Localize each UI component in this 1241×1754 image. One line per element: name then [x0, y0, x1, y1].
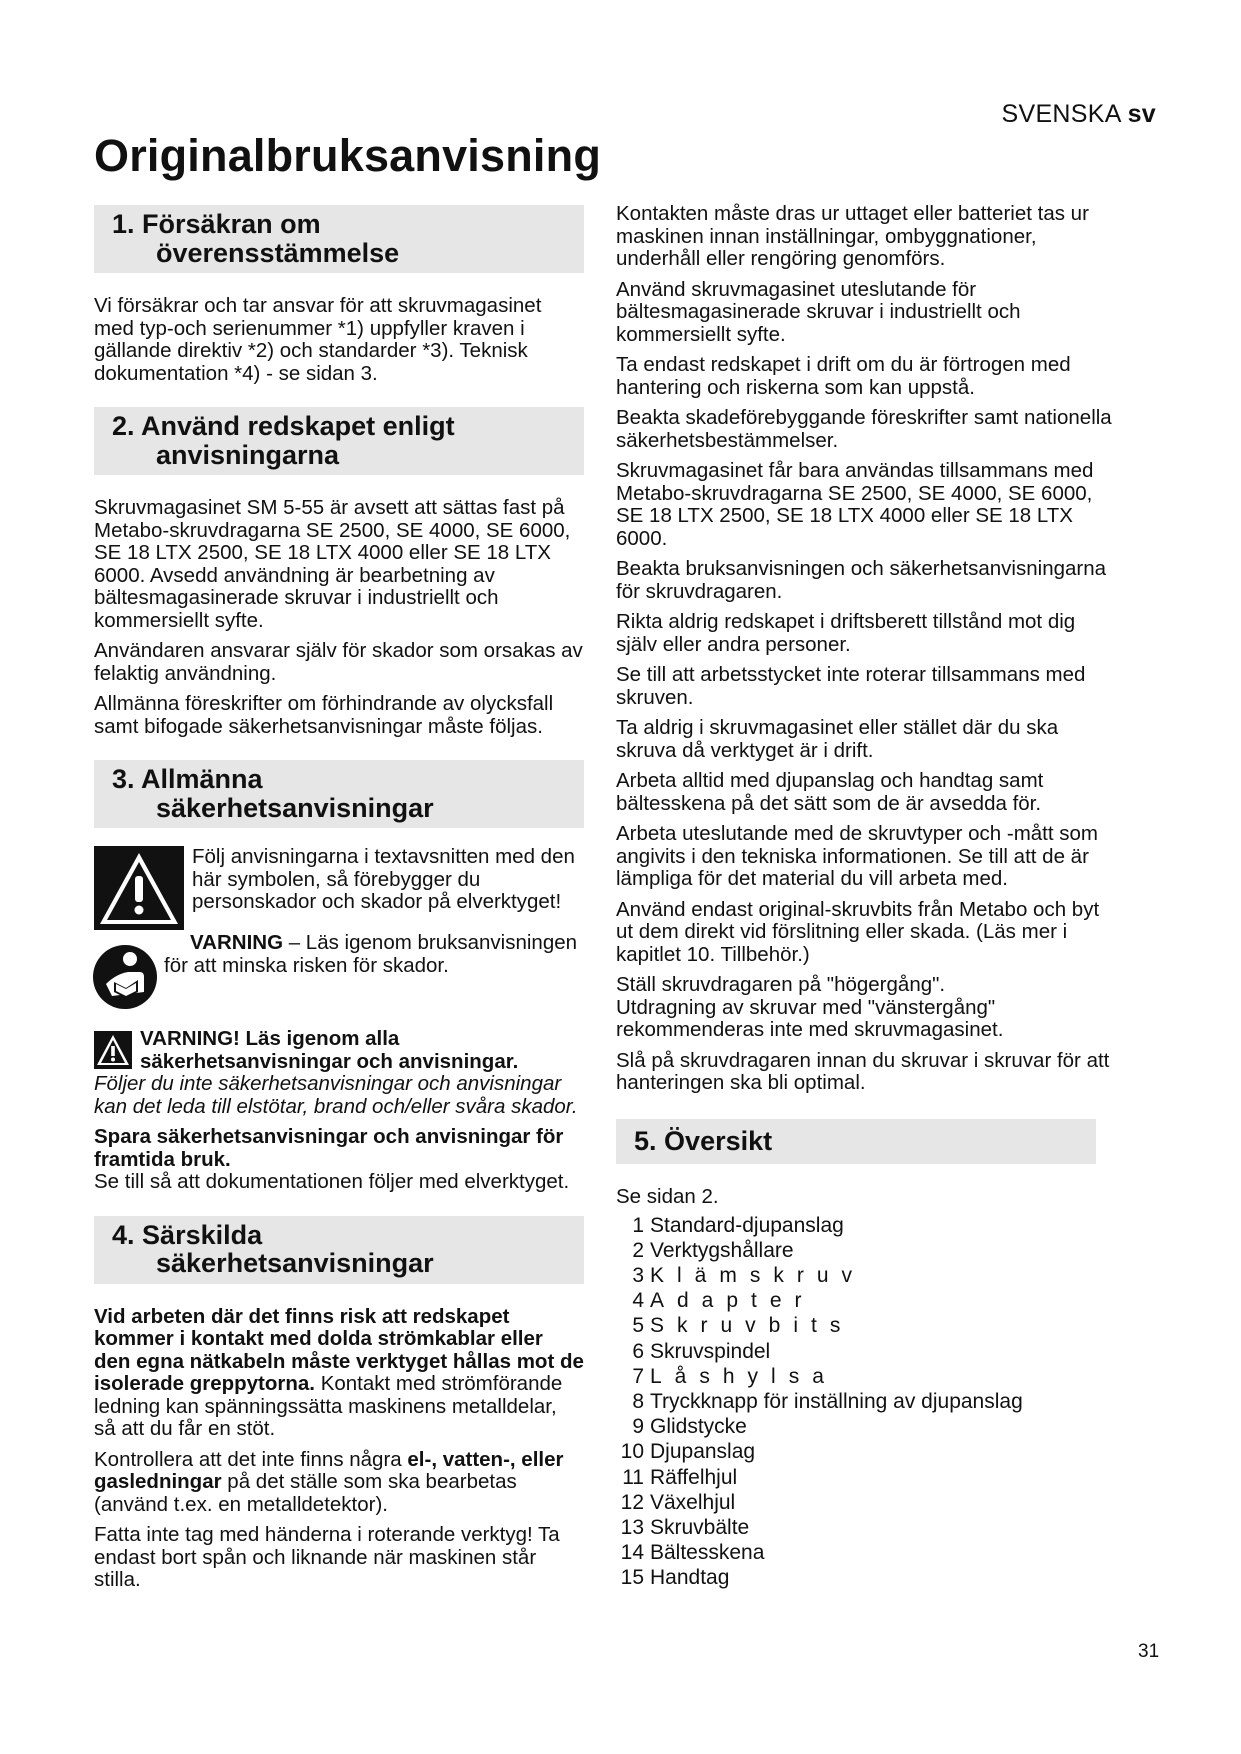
general-warning-block: VARNING! Läs igenom alla säkerhetsanvisningar och anvisningar. Följer du inte säkerhetsanvisningar och anvisningar kan det leda till elstötar, brand och/eller svåra skador. Spara säkerhetsanvisningar och anvisningar för framtida bruk. Se till så att dokumentationen följer med elverktyget.: [94, 1028, 584, 1194]
s2-paragraph-2: Användaren ansvarar själv för skador som orsakas av felaktig användning.: [94, 639, 583, 685]
save-instructions-bold: Spara säkerhetsanvisningar och anvisningar för framtida bruk.: [94, 1125, 564, 1171]
right-paragraph: Beakta skadeförebyggande föreskrifter samt nationella säkerhetsbestämmelser.: [616, 406, 1112, 452]
right-paragraph: Kontakten måste dras ur uttaget eller batteriet tas ur maskinen innan inställningar, ombyggnationer, underhåll eller rengöring genomförs.: [616, 202, 1089, 270]
page-number: 31: [1138, 1641, 1160, 1662]
list-item: 12 Växelhjul: [620, 1490, 736, 1514]
right-paragraph: Skruvmagasinet får bara användas tillsammans med Metabo-skruvdragarna SE 2500, SE 4000, SE 6000, SE 18 LTX 2500, SE 18 LTX 4000 eller SE 18 LTX 6000.: [616, 459, 1094, 550]
list-item: 9 Glidstycke: [632, 1415, 747, 1439]
warning-small-icon: [94, 1031, 132, 1069]
list-item: 6 Skruvspindel: [632, 1339, 771, 1363]
list-item: 5 Skruvbits: [632, 1314, 854, 1338]
list-item: 7 Låshylsa: [632, 1364, 837, 1388]
right-paragraph: Beakta bruksanvisningen och säkerhetsanvisningarna för skruvdragaren.: [616, 557, 1107, 603]
overview-intro: Se sidan 2.: [616, 1185, 719, 1208]
list-item: 1 Standard-djupanslag: [632, 1213, 844, 1237]
list-item: 14 Bältesskena: [620, 1541, 765, 1565]
right-paragraph: Utdragning av skruvar med "vänstergång" rekommenderas inte med skruvmagasinet.: [616, 995, 1004, 1041]
right-paragraph: Se till att arbetsstycket inte roterar tillsammans med skruven.: [616, 663, 1086, 709]
page-title: Originalbruksanvisning: [94, 130, 602, 181]
list-item: 15 Handtag: [620, 1566, 730, 1590]
section-5-heading: 5. Översikt: [616, 1119, 1096, 1165]
save-instructions-text: Se till så att dokumentationen följer med elverktyget.: [94, 1170, 570, 1193]
right-paragraph: Ta aldrig i skruvmagasinet eller stället där du ska skruva då verktyget är i drift.: [616, 716, 1059, 762]
section-1-heading: 1. Försäkran om överensstämmelse: [94, 205, 584, 273]
s1-paragraph: Vi försäkrar och tar ansvar för att skruvmagasinet med typ-och serienummer *1) uppfyller kraven i gällande direktiv *2) och standarder *3). Teknisk dokumentation *4) - se sidan 3.: [94, 294, 542, 385]
language-label: SVENSKA sv: [1001, 100, 1156, 128]
s4-paragraph-1: Vid arbeten där det finns risk att redskapet kommer i kontakt med dolda strömkablar eller den egna nätkabeln måste verktyget hållas mot de isolerade greppytorna. Kontakt med strömförande ledning kan spänningssätta maskinens metalldelar, så att du får en stöt.: [94, 1304, 584, 1440]
read-manual-text: VARNING – Läs igenom bruksanvisningen för att minska risken för skador.: [164, 931, 578, 977]
right-paragraph: Ta endast redskapet i drift om du är förtrogen med hantering och riskerna som kan uppstå.: [616, 353, 1071, 399]
right-paragraph: Slå på skruvdragaren innan du skruvar i skruvar för att hanteringen ska bli optimal.: [616, 1048, 1110, 1094]
right-paragraph: Ställ skruvdragaren på "högergång".: [616, 973, 946, 996]
left-column: [94, 205, 584, 1600]
right-paragraph: Arbeta alltid med djupanslag och handtag samt bältesskena på det sätt som de är avsedda för.: [616, 769, 1044, 815]
warning-symbol-note: [94, 846, 584, 930]
list-item: 3 Klämskruv: [632, 1263, 866, 1287]
read-manual-icon: [92, 944, 158, 1010]
list-item: 2 Verktygshållare: [632, 1238, 794, 1262]
list-item: 10 Djupanslag: [620, 1440, 756, 1464]
s2-paragraph-3: Allmänna föreskrifter om förhindrande av olycksfall samt bifogade säkerhetsanvisningar måste följas.: [94, 692, 554, 738]
list-item: 13 Skruvbälte: [620, 1515, 750, 1539]
right-paragraph: Rikta aldrig redskapet i driftsberett tillstånd mot dig själv eller andra personer.: [616, 610, 1076, 656]
section-4-heading: 4. Särskilda säkerhetsanvisningar: [94, 1216, 584, 1284]
right-paragraph: Arbeta uteslutande med de skruvtyper och -mått som angivits i den tekniska informationen. Se till att de är lämpliga för det material du vill arbeta med.: [616, 822, 1098, 890]
list-item: 4 Adapter: [632, 1289, 815, 1313]
section-2-heading: 2. Använd redskapet enligt anvisningarna: [94, 407, 584, 475]
right-column: [616, 203, 1116, 1591]
section-3-heading: 3. Allmänna säkerhetsanvisningar: [94, 760, 584, 828]
list-item: 8 Tryckknapp för inställning av djupanslag: [632, 1389, 1023, 1413]
s2-paragraph-1: Skruvmagasinet SM 5-55 är avsett att sättas fast på Metabo-skruvdragarna SE 2500, SE 4000, SE 6000, SE 18 LTX 2500, SE 18 LTX 4000 eller SE 18 LTX 6000. Avsedd användning är bearbetning av bältesmagasinerade skruvar i industriellt och kommersiellt syfte.: [94, 496, 571, 632]
warning-symbol-text: Följ anvisningarna i textavsnitten med den här symbolen, så förebygger du personskador och skador på elverktyget!: [192, 845, 575, 913]
s4-paragraph-2: Kontrollera att det inte finns några el-, vatten-, eller gasledningar på det ställe som ska bearbetas (använd t.ex. en metalldetektor).: [94, 1447, 564, 1516]
warning-triangle-icon: [94, 846, 184, 930]
list-item: 11 Räffelhjul: [622, 1465, 738, 1489]
right-paragraph: Använd endast original-skruvbits från Metabo och byt ut dem direkt vid förslitning eller skada. (Läs mer i kapitlet 10. Tillbehör.): [616, 897, 1100, 966]
read-manual-note: [94, 932, 584, 1006]
s4-paragraph-3: Fatta inte tag med händerna i roterande verktyg! Ta endast bort spån och liknande när maskinen står stilla.: [94, 1523, 560, 1591]
right-paragraph: Använd skruvmagasinet uteslutande för bältesmagasinerade skruvar i industriellt och kommersiellt syfte.: [616, 277, 1021, 346]
overview-list: [616, 1213, 1116, 1591]
